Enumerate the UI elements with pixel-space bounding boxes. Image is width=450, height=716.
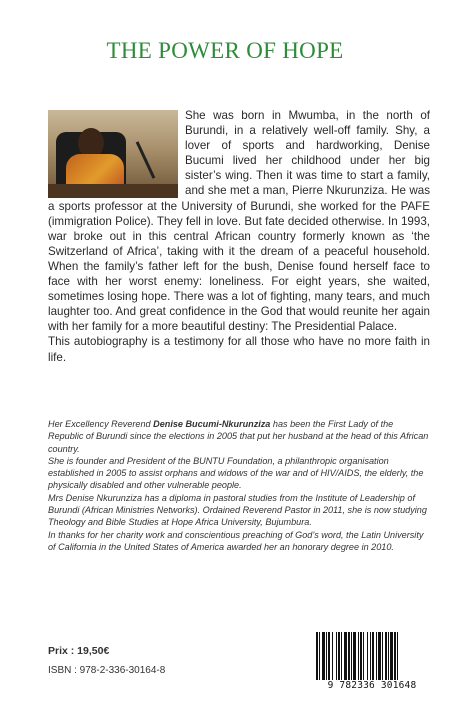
about-paragraph-1: Her Excellency Reverend Denise Bucumi-Nkurunziza has been the First Lady of the Republic of Burundi since the elections in 2005 that put her husband at the head of this African country. [48, 419, 429, 454]
blurb-main: She was born in Mwumba, in the north of Burundi, in a relatively well-off family. Shy, a lover of sports and hardworking, Denise Bucumi lived her childhood under her big sister’s wing. Then it was time to start a family, and she met a man, Pierre Nkurunziza. He was a sports professor at the University of Burundi, she worked for the PAFE (immigration Police). They fell in love. But fate decided otherwise. In 1993, war broke out in this central African country formerly known as ‘the Switzerland of Africa’, taking with it the dream of a peaceful household. When the family’s father left for the bush, Denise found herself face to face with her worst enemy: loneliness. For eight years, she waited, sometimes losing hope. There was a lot of fighting, many tears, and much laughter too. And great confidence in the God that would reunite her again with her family for a more beautiful destiny: The Presidential Palace. [48, 109, 430, 334]
barcode-digits: 9 782336 301648 [327, 680, 417, 691]
price-label: Prix : 19,50€ [48, 645, 110, 657]
isbn-label: ISBN : 978-2-336-30164-8 [48, 665, 166, 676]
price-isbn-block [48, 641, 165, 681]
about-paragraph-3: Mrs Denise Nkurunziza has a diploma in pastoral studies from the Institute of Leadership of Burundi (African Ministries Networks). Ordained Reverend Pastor in 2011, she is now studying Theology and Bible Studies at Hope Africa University, Bujumbura. [48, 492, 427, 528]
author-name: Denise Bucumi-Nkurunziza [153, 419, 271, 429]
author-biography [48, 418, 430, 553]
about-paragraph-4: In thanks for her charity work and conscientious preaching of God’s word, the Latin University of California in the United States of America awarded her an honorary degree in 2010. [48, 529, 424, 552]
book-title: THE POWER OF HOPE [106, 38, 344, 63]
barcode-icon [316, 632, 428, 680]
about-paragraph-2: She is founder and President of the BUNTU Foundation, a philanthropic organisation established in 2005 to assist orphans and widows of the war and of HIV/AIDS, the elderly, the physically disabled and other vulnerable people. [48, 455, 424, 491]
back-cover-blurb [48, 108, 430, 365]
blurb-closing: This autobiography is a testimony for all those who have no more faith in life. [48, 335, 430, 364]
